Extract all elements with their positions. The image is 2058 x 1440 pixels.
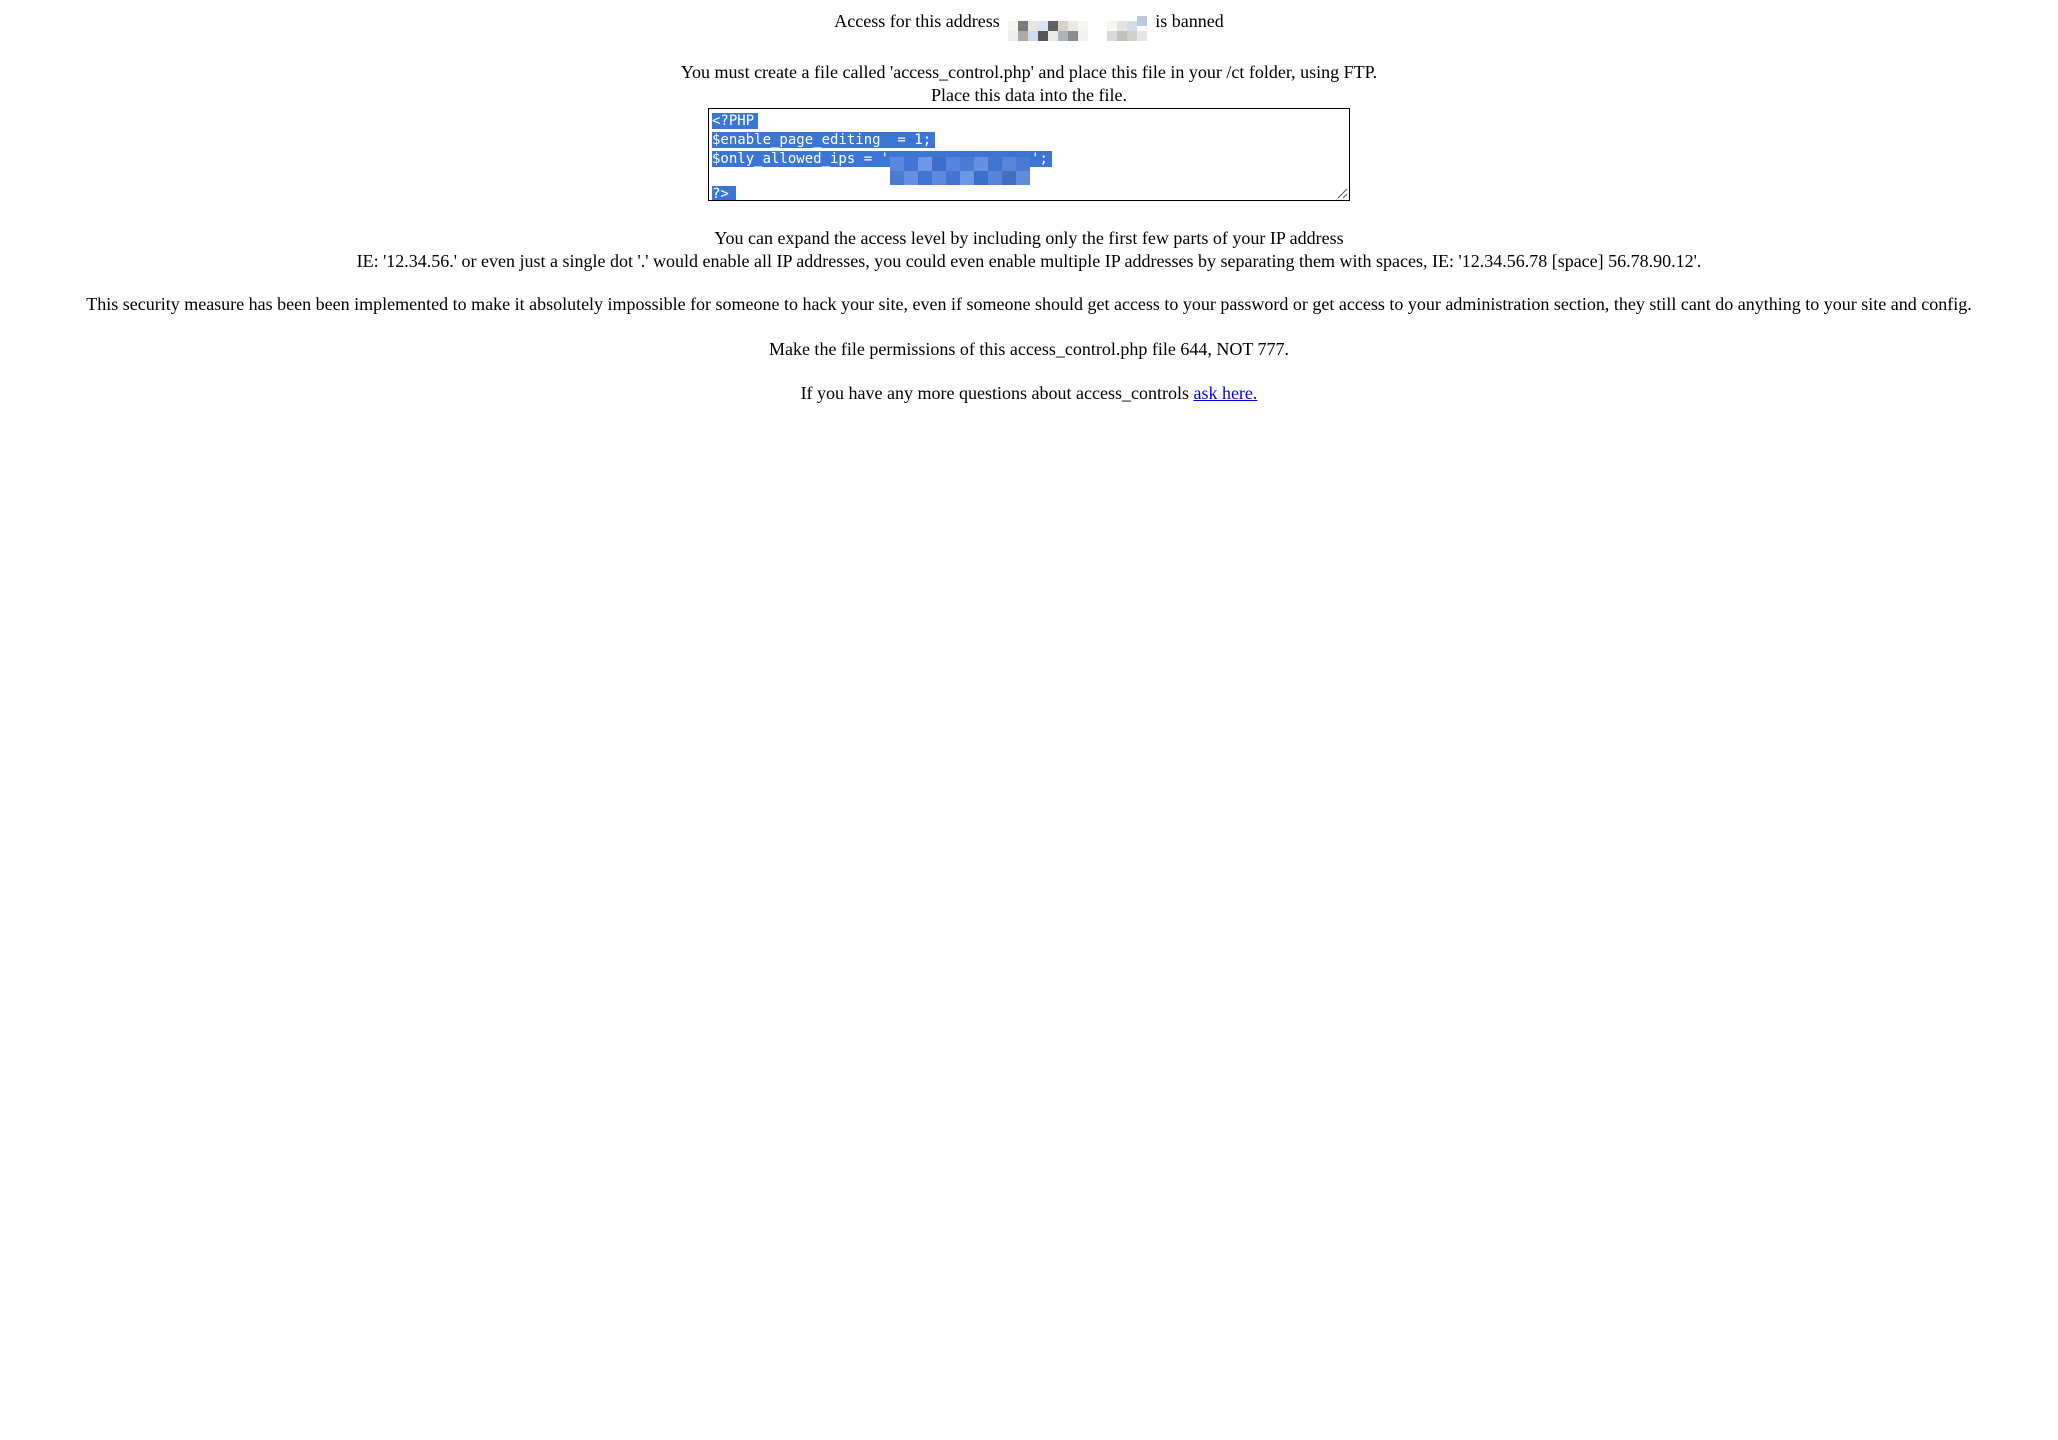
- page: [0, 10, 2058, 405]
- code-line-3: $only_allowed_ips = ' ';: [712, 150, 1346, 185]
- textarea-resize-grip-icon[interactable]: [1337, 188, 1348, 199]
- file-permissions-text: Make the file permissions of this access_control.php file 644, NOT 777.: [768, 339, 1290, 359]
- instruction-line-2: Place this data into the file.: [931, 85, 1127, 105]
- expand-line-1: You can expand the access level by including only the first few parts of your IP address: [714, 228, 1344, 248]
- expand-access-text: [0, 227, 2058, 273]
- instructions: [0, 61, 2058, 107]
- expand-line-2: IE: '12.34.56.' or even just a single dot '.' would enable all IP addresses, you could even enable multiple IP addresses by separating them with spaces, IE: '12.34.56.78 [space] 56.78.90.12'.: [356, 251, 1702, 271]
- ask-here-link[interactable]: ask here.: [1193, 383, 1258, 403]
- code-line-4: ?>: [712, 185, 1346, 201]
- banned-heading: [0, 10, 2058, 41]
- questions-line: [0, 382, 2058, 405]
- banned-text-prefix: Access for this address: [834, 11, 1000, 31]
- questions-text: If you have any more questions about access_controls: [800, 383, 1189, 403]
- code-line-2: $enable_page_editing = 1;: [712, 131, 1346, 150]
- instruction-line-1: You must create a file called 'access_control.php' and place this file in your /ct folder, using FTP.: [680, 62, 1378, 82]
- redacted-ip-mosaic-code: [890, 157, 1030, 185]
- redacted-ip-mosaic-2: [1107, 21, 1147, 41]
- redacted-ip-mosaic: [1008, 21, 1088, 41]
- code-line-1: <?PHP: [712, 112, 1346, 131]
- banned-text-suffix: is banned: [1155, 11, 1224, 31]
- security-measure-text: This security measure has been been implemented to make it absolutely impossible for someone to hack your site, even if someone should get access to your password or get access to your administration section, they still cant do anything to your site and config.: [86, 294, 1972, 314]
- access-control-code-textarea[interactable]: [708, 108, 1350, 201]
